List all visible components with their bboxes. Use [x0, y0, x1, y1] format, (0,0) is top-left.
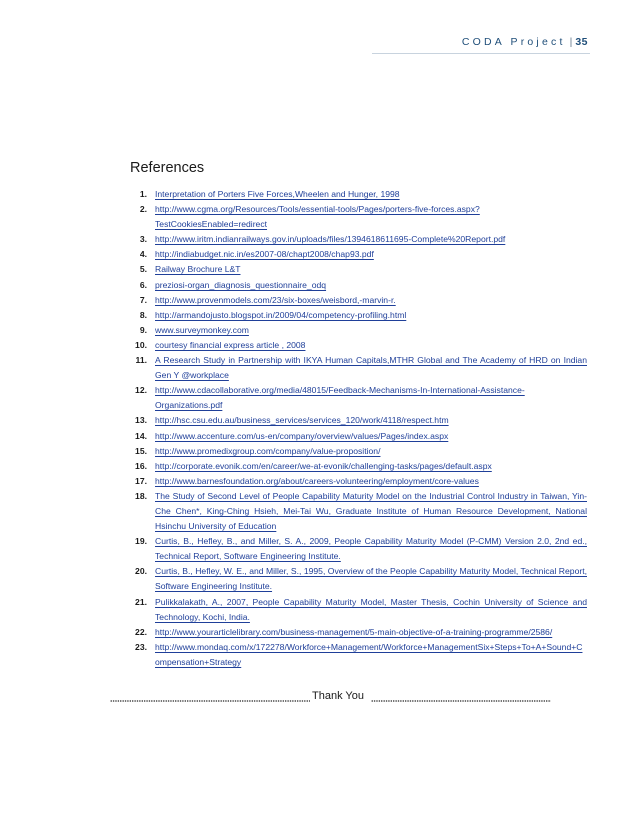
reference-item — [119, 444, 587, 459]
reference-link[interactable]: http://www.barnesfoundation.org/about/careers-volunteering/employment/core-values — [155, 475, 479, 486]
project-title: CODA Project — [461, 36, 566, 48]
reference-item — [119, 489, 587, 534]
reference-number: 15. — [135, 445, 147, 456]
reference-link[interactable]: http://www.cgma.org/Resources/Tools/essential-tools/Pages/porters-five-forces.aspx?TestCookiesEnabled=redirect — [155, 204, 480, 230]
reference-item — [119, 383, 587, 413]
reference-number: 17. — [135, 475, 147, 486]
reference-link[interactable]: http://www.yourarticlelibrary.com/business-management/5-main-objective-of-a-training-programme/2586/ — [155, 626, 553, 637]
reference-item — [119, 625, 587, 640]
reference-link[interactable]: http://hsc.csu.edu.au/business_services/services_120/work/4118/respect.htm — [155, 415, 449, 426]
reference-item — [119, 459, 587, 474]
reference-link[interactable]: A Research Study in Partnership with IKYA Human Capitals,MTHR Global and The Academy of HRD on Indian Gen Y @workplace — [155, 355, 587, 381]
reference-link[interactable]: Curtis, B., Hefley, W. E., and Miller, S., 1995, Overview of the People Capability Maturity Model, Technical Report, Software Engineering Institute. — [155, 566, 587, 592]
reference-number: 10. — [135, 339, 147, 350]
reference-number: 19. — [135, 536, 147, 547]
reference-item — [119, 202, 587, 232]
reference-link[interactable]: Curtis, B., Hefley, B., and Miller, S. A., 2009, People Capability Maturity Model (P-CMM) Version 2.0, 2nd ed., Technical Report, Software Engineering Institute. — [155, 536, 587, 562]
reference-number: 9. — [139, 324, 147, 335]
reference-list — [119, 187, 587, 670]
reference-item — [119, 353, 587, 383]
reference-number: 14. — [135, 430, 147, 441]
reference-number: 20. — [135, 566, 147, 577]
reference-item — [119, 474, 587, 489]
reference-number: 3. — [139, 234, 147, 245]
reference-number: 11. — [135, 355, 147, 366]
dotted-leader-right — [371, 700, 551, 702]
reference-number: 6. — [139, 279, 147, 290]
reference-link[interactable]: Railway Brochure L&T — [155, 264, 241, 275]
page-header — [462, 36, 588, 48]
reference-link[interactable]: http://www.accenture.com/us-en/company/overview/values/Pages/index.aspx — [155, 430, 449, 441]
header-rule — [372, 53, 590, 54]
reference-item — [119, 429, 587, 444]
reference-link[interactable]: www.surveymonkey.com — [155, 324, 249, 335]
reference-item — [119, 595, 587, 625]
reference-number: 21. — [135, 596, 147, 607]
dotted-leader-left — [110, 700, 310, 702]
reference-number: 12. — [135, 385, 147, 396]
reference-item — [119, 323, 587, 338]
section-title: References — [130, 160, 205, 176]
reference-item — [119, 413, 587, 428]
reference-link[interactable]: courtesy financial express article , 2008 — [155, 339, 306, 350]
reference-link[interactable]: Interpretation of Porters Five Forces,Wheelen and Hunger, 1998 — [155, 189, 400, 199]
reference-item — [119, 278, 587, 293]
reference-number: 16. — [135, 460, 147, 471]
reference-item — [119, 247, 587, 262]
reference-item — [119, 338, 587, 353]
reference-link[interactable]: http://www.iritm.indianrailways.gov.in/uploads/files/1394618611695-Complete%20Report.pdf — [155, 234, 506, 245]
reference-number: 13. — [135, 415, 147, 426]
reference-number: 18. — [135, 490, 147, 501]
reference-link[interactable]: http://indiabudget.nic.in/es2007-08/chapt2008/chap93.pdf — [155, 249, 374, 260]
thank-you-footer — [110, 690, 550, 704]
reference-number: 5. — [139, 264, 147, 275]
reference-link[interactable]: Pulikkalakath, A., 2007, People Capability Maturity Model, Master Thesis, Cochin University of Science and Technology, Kochi, India. — [155, 596, 587, 622]
reference-link[interactable]: http://corporate.evonik.com/en/career/we-at-evonik/challenging-tasks/pages/default.aspx — [155, 460, 492, 471]
reference-link[interactable]: http://www.promedixgroup.com/company/value-proposition/ — [155, 445, 381, 456]
reference-item — [119, 293, 587, 308]
reference-number: 2. — [139, 204, 147, 215]
thank-you-text: Thank You — [312, 690, 364, 702]
page-number: 35 — [575, 36, 588, 48]
reference-number: 7. — [139, 294, 147, 305]
reference-item — [119, 232, 587, 247]
reference-number: 4. — [139, 249, 147, 260]
reference-item — [119, 187, 587, 202]
reference-link[interactable]: http://www.provenmodels.com/23/six-boxes/weisbord,-marvin-r. — [155, 294, 396, 305]
reference-item — [119, 640, 587, 670]
reference-item — [119, 308, 587, 323]
reference-item — [119, 564, 587, 594]
reference-link[interactable]: The Study of Second Level of People Capability Maturity Model on the Industrial Control Industry in Taiwan, Yin-Che Chen*, King-Ching Hsieh, Mei-Tai Wu, Graduate Institute of Human Resource Development, National Hsinchu University of Education — [155, 490, 587, 532]
reference-link[interactable]: http://armandojusto.blogspot.in/2009/04/competency-profiling.html — [155, 309, 407, 320]
reference-link[interactable]: preziosi-organ_diagnosis_questionnaire_odq — [155, 279, 327, 290]
reference-link[interactable]: http://www.mondaq.com/x/172278/Workforce+Management/Workforce+ManagementSix+Steps+To+A+Sound+Compensation+Strategy — [155, 641, 583, 667]
header-separator: | — [569, 36, 573, 48]
reference-number: 22. — [135, 626, 147, 637]
reference-item — [119, 262, 587, 277]
reference-link[interactable]: http://www.cdacollaborative.org/media/48015/Feedback-Mechanisms-In-International-Assistance-Organizations.pdf — [155, 385, 525, 411]
reference-number: 8. — [139, 309, 147, 320]
reference-number: 23. — [135, 641, 147, 652]
reference-item — [119, 534, 587, 564]
reference-number: 1. — [139, 189, 147, 199]
